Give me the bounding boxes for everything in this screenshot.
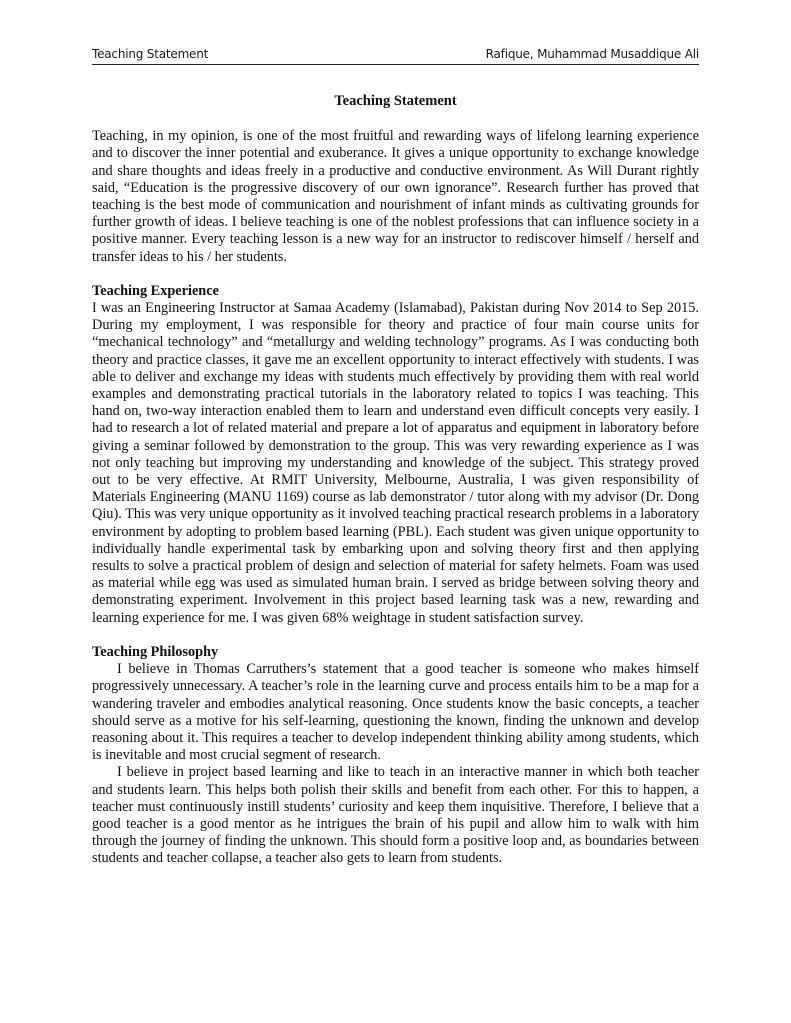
document-title: Teaching Statement: [334, 93, 457, 109]
section-teaching-experience: [92, 283, 699, 627]
header-left-title: Teaching Statement: [92, 47, 209, 61]
section-paragraph: I believe in project based learning and like to teach in an interactive manner in which both teacher and students learn. This helps both polish their skills and benefit from each other. For this to happen, a teacher must continuously instill students’ curiosity and keep them inquisitive. Therefore, I believe that a good teacher is a good mentor as he intrigues the brain of his pupil and allow him to walk with him through the journey of finding the unknown. This should form a positive loop and, as boundaries between students and teacher collapse, a teacher also gets to learn from students.: [92, 764, 699, 867]
running-header: [92, 46, 699, 65]
section-paragraph: I believe in Thomas Carruthers’s statement that a good teacher is someone who makes himself progressively unnecessary. A teacher’s role in the learning curve and process entails him to be a map for a wandering traveler and embodies analytical reasoning. Once students know the basic concepts, a teacher should serve as a motive for his self-learning, questioning the known, finding the unknown and develop reasoning about it. This requires a teacher to develop independent thinking ability among students, which is inevitable and most crucial segment of research.: [92, 661, 699, 764]
section-heading: Teaching Philosophy: [92, 643, 219, 660]
intro-paragraph: Teaching, in my opinion, is one of the most fruitful and rewarding ways of lifelong learning experience and to discover the inner potential and exuberance. It gives a unique opportunity to exchange knowledge and share thoughts and ideas freely in a productive and conductive environment. As Will Durant rightly said, “Education is the progressive discovery of our own ignorance”. Research further has proved that teaching is the best mode of communication and nourishment of infant minds as cultivating grounds for further growth of ideas. I believe teaching is one of the noblest professions that can influence society in a positive manner. Every teaching lesson is a new way for an instructor to rediscover himself / herself and transfer ideas to his / her students.: [92, 128, 699, 265]
document-body: [92, 93, 699, 868]
section-paragraph: I was an Engineering Instructor at Samaa Academy (Islamabad), Pakistan during Nov 2014 to Sep 2015. During my employment, I was responsible for theory and practice of four main course units for “mechanical technology” and “metallurgy and welding technology” programs. As I was conducting both theory and practice classes, it gave me an excellent opportunity to interact effectively with students. I was able to deliver and exchange my ideas with students much effectively by providing them with real world examples and demonstrating practical tutorials in the laboratory related to topics I was teaching. This hand on, two-way interaction enabled them to learn and understand even difficult concepts very easily. I had to research a lot of related material and prepare a lot of apparatus and equipment in laboratory before giving a seminar followed by demonstration to the group. This was very rewarding experience as I was not only teaching but improving my understanding and knowledge of the subject. This strategy proved out to be very effective. At RMIT University, Melbourne, Australia, I was given responsibility of Materials Engineering (MANU 1169) course as lab demonstrator / tutor along with my advisor (Dr. Dong Qiu). This was very unique opportunity as it involved teaching practical research problems in a laboratory environment by adopting to problem based learning (PBL). Each student was given unique opportunity to individually handle experimental task by embarking upon and solving theory first and then applying results to solve a practical problem of design and selection of material for safety helmets. Foam was used as material while egg was used as simulated human brain. I served as bridge between solving theory and demonstrating experiment. Involvement in this project based learning task was a new, rewarding and learning experience for me. I was given 68% weightage in student satisfaction survey.: [92, 300, 699, 626]
section-heading: Teaching Experience: [92, 282, 219, 299]
section-teaching-philosophy: [92, 644, 699, 868]
header-author-name: Rafique, Muhammad Musaddique Ali: [485, 47, 699, 61]
